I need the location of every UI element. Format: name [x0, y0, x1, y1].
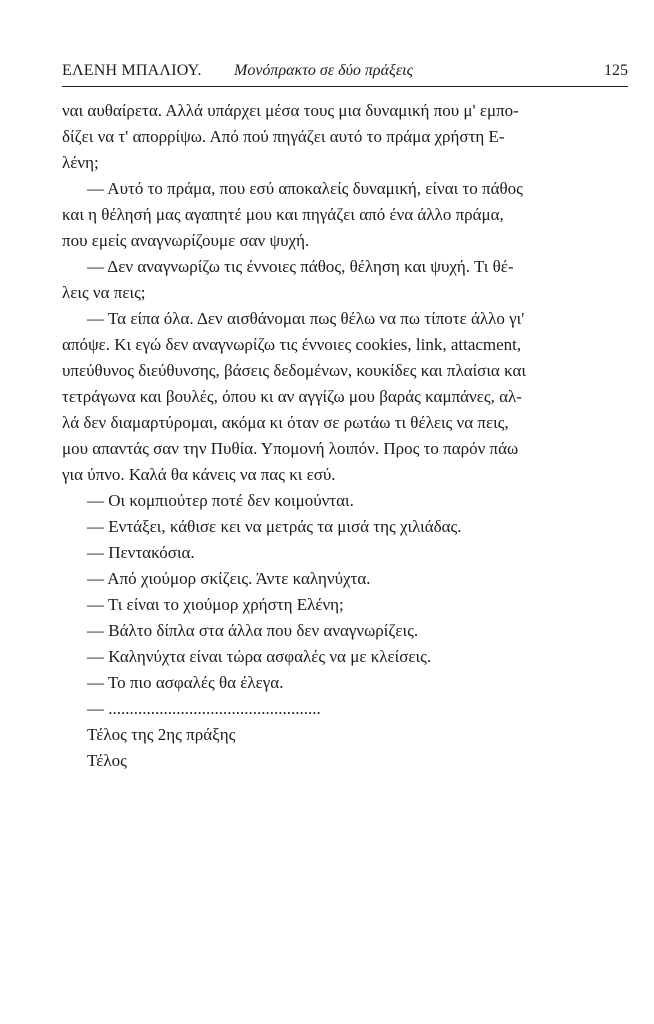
text-line: — ..................................................	[87, 699, 321, 718]
text-line: — Τα είπα όλα. Δεν αισθάνομαι πως θέλω να πω τίποτε άλλο γι'	[87, 309, 525, 328]
text-line: — Δεν αναγνωρίζω τις έννοιες πάθος, θέληση και ψυχή. Τι θέ-	[87, 257, 514, 276]
text-line: — Εντάξει, κάθισε κει να μετράς τα μισά της χιλιάδας.	[87, 517, 462, 536]
text-line: απόψε. Κι εγώ δεν αναγνωρίζω τις έννοιες cookies, link, attacment,	[62, 335, 522, 354]
text-line: λά δεν διαμαρτύρομαι, ακόμα κι όταν σε ρωτάω τι θέλεις να πεις,	[62, 413, 509, 432]
text-line: και η θέλησή μας αγαπητέ μου και πηγάζει από ένα άλλο πράμα,	[62, 205, 504, 224]
text-line: που εμείς αναγνωρίζουμε σαν ψυχή.	[62, 231, 310, 250]
text-line: — Το πιο ασφαλές θα έλεγα.	[87, 673, 284, 692]
text-line: — Αυτό το πράμα, που εσύ αποκαλείς δυναμική, είναι το πάθος	[87, 179, 523, 198]
text-line: — Καληνύχτα είναι τώρα ασφαλές να με κλείσεις.	[87, 647, 432, 666]
text-line: λένη;	[62, 153, 99, 172]
page-number: 125	[604, 62, 628, 79]
text-line: — Οι κομπιούτερ ποτέ δεν κοιμούνται.	[87, 491, 354, 510]
running-head-author: ΕΛΕΝΗ ΜΠΑΛΙΟΥ.	[62, 62, 202, 79]
running-head-title: Μονόπρακτο σε δύο πράξεις	[234, 62, 414, 79]
text-line: — Από χιούμορ σκίζεις. Άντε καληνύχτα.	[87, 569, 371, 588]
text-line: — Πεντακόσια.	[87, 543, 195, 562]
text-line: δίζει να τ' απορρίψω. Από πού πηγάζει αυτό το πράμα χρήστη Ε-	[62, 127, 505, 146]
running-head	[62, 60, 628, 87]
text-line: — Τι είναι το χιούμορ χρήστη Ελένη;	[87, 595, 344, 614]
text-line: τετράγωνα και βουλές, όπου κι αν αγγίζω μου βαράς καμπάνες, αλ-	[62, 387, 522, 406]
text-line: υπεύθυνος διεύθυνσης, βάσεις δεδομένων, κουκίδες και πλαίσια και	[62, 361, 526, 380]
text-line: Τέλος της 2ης πράξης	[87, 725, 236, 744]
text-line: Τέλος	[87, 751, 127, 770]
text-line: ναι αυθαίρετα. Αλλά υπάρχει μέσα τους μια δυναμική που μ' εμπο-	[62, 101, 519, 120]
text-line: μου απαντάς σαν την Πυθία. Υπομονή λοιπόν. Προς το παρόν πάω	[62, 439, 519, 458]
text-line: για ύπνο. Καλά θα κάνεις να πας κι εσύ.	[62, 465, 336, 484]
text-line: — Βάλτο δίπλα στα άλλα που δεν αναγνωρίζεις.	[87, 621, 419, 640]
text-line: λεις να πεις;	[62, 283, 146, 302]
